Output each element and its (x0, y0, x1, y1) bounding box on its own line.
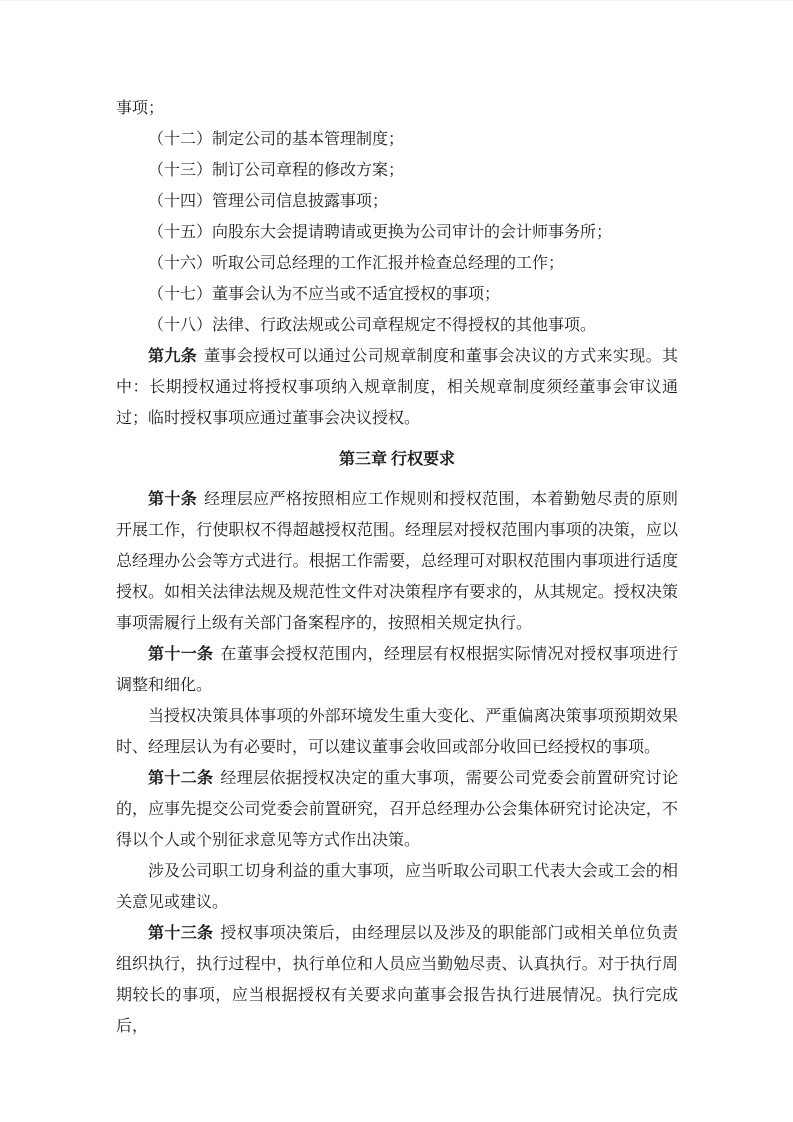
list-item-15: （十五）向股东大会提请聘请或更换为公司审计的会计师事务所； (148, 224, 613, 241)
list-item-14: （十四）管理公司信息披露事项； (148, 193, 389, 210)
article-10-text: 经理层应严格按照相应工作规则和授权范围，本着勤勉尽责的原则开展工作，行使职权不得超越授权范围。经理层对授权范围内事项的决策，应以总经理办公会等方式进行。根据工作需要，总经理可对职权范围内事项进行适度授权。如相关法律法规及规范性文件对决策程序有要求的，从其规定。授权决策事项需履行上级有关部门备案程序的，按照相关规定执行。 (116, 491, 678, 632)
article-12-text: 经理层依据授权决定的重大事项，需要公司党委会前置研究讨论的，应事先提交公司党委会前置研究，召开总经理办公会集体研究讨论决定，不得以个人或个别征求意见等方式作出决策。 (116, 770, 678, 849)
article-12 (116, 763, 678, 856)
article-12-label: 第十二条 (148, 770, 214, 787)
list-item-16: （十六）听取公司总经理的工作汇报并检查总经理的工作； (148, 255, 565, 272)
list-item-18: （十八）法律、行政法规或公司章程规定不得授权的其他事项。 (148, 317, 597, 334)
article-13 (116, 918, 678, 1042)
article-10-label: 第十条 (148, 491, 198, 508)
list-item-17: （十七）董事会认为不应当或不适宜授权的事项； (148, 286, 501, 303)
list-item-12: （十二）制定公司的基本管理制度； (148, 131, 405, 148)
article-13-label: 第十三条 (148, 925, 214, 942)
article-11 (116, 639, 678, 701)
article-10 (116, 484, 678, 639)
article-9-text: 董事会授权可以通过公司规章制度和董事会决议的方式来实现。其中：长期授权通过将授权事项纳入规章制度，相关规章制度须经董事会审议通过；临时授权事项应通过董事会决议授权。 (116, 348, 678, 427)
article-11-label: 第十一条 (148, 646, 214, 663)
chapter-3-heading: 第三章 行权要求 (338, 451, 455, 468)
carryover-line: 事项； (116, 100, 165, 117)
list-item-13: （十三）制订公司章程的修改方案； (148, 162, 405, 179)
article-13-text: 授权事项决策后，由经理层以及涉及的职能部门或相关单位负责组织执行，执行过程中，执行单位和人员应当勤勉尽责、认真执行。对于执行周期较长的事项，应当根据授权有关要求向董事会报告执行进展情况。执行完成后， (116, 925, 678, 1035)
article-11-paragraph-2: 当授权决策具体事项的外部环境发生重大变化、严重偏离决策事项预期效果时、经理层认为有必要时，可以建议董事会收回或部分收回已经授权的事项。 (116, 708, 678, 756)
article-11-text: 在董事会授权范围内，经理层有权根据实际情况对授权事项进行调整和细化。 (116, 646, 678, 694)
article-12-paragraph-2: 涉及公司职工切身利益的重大事项，应当听取公司职工代表大会或工会的相关意见或建议。 (116, 863, 678, 911)
article-9-label: 第九条 (148, 348, 198, 365)
article-9 (116, 341, 678, 434)
document-body (116, 93, 678, 1042)
